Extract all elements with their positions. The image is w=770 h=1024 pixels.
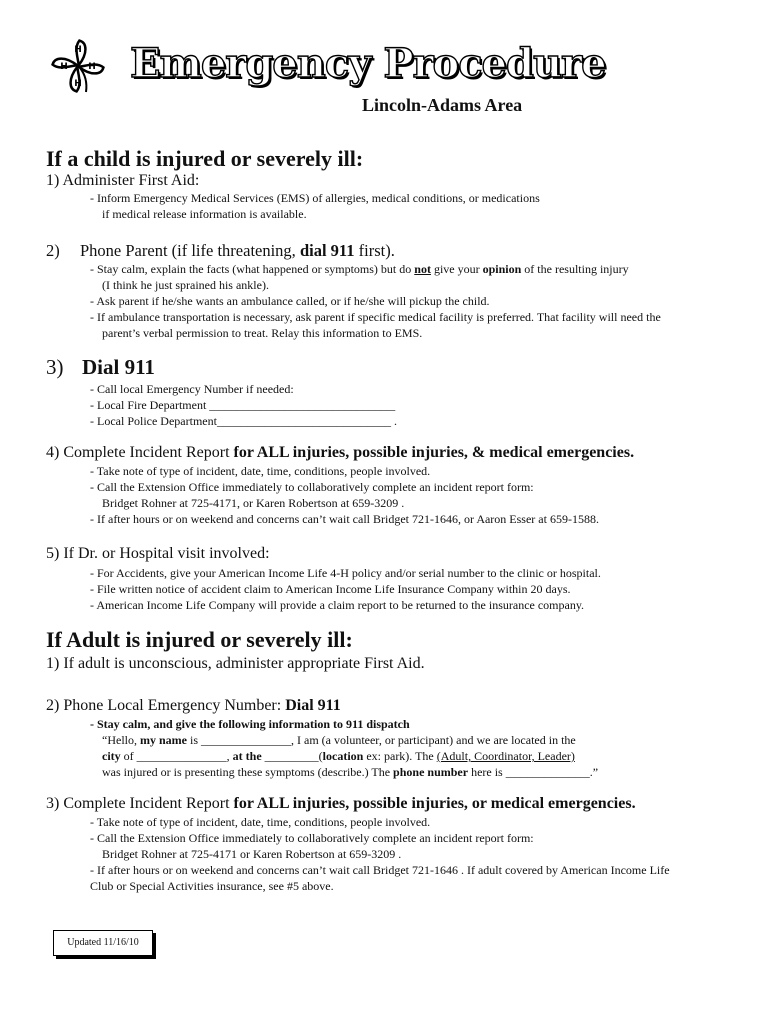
adult-step3-bullet-3: - If after hours or on weekend and concerns can’t wait call Bridget 721-1646 . If adult covered by American Income Life: [90, 863, 670, 877]
child-step2-bullet-2: - Ask parent if he/she wants an ambulance called, or if he/she will pickup the child.: [90, 294, 490, 308]
dispatch-script-line-2: city of _______________, at the _________(location ex: park). The (Adult, Coordinator, Leader): [102, 749, 575, 763]
fire-department-line: - Local Fire Department _______________________________: [90, 398, 396, 412]
svg-text:H: H: [88, 62, 96, 72]
adult-step2-instruction: - Stay calm, and give the following information to 911 dispatch: [90, 717, 410, 731]
adult-step2-label: 2) Phone Local Emergency Number: Dial 911: [46, 697, 341, 714]
child-step3-number: 3): [46, 355, 64, 379]
child-step4-label: 4) Complete Incident Report for ALL injuries, possible injuries, & medical emergencies.: [46, 444, 635, 461]
child-step1-bullet-cont: if medical release information is available.: [102, 207, 307, 221]
svg-text:H: H: [74, 79, 82, 89]
child-step2-bullet-1: - Stay calm, explain the facts (what happened or symptoms) but do not give your opinion of the resulting injury: [90, 262, 629, 276]
child-step5-bullet-2: - File written notice of accident claim to American Income Life Insurance Company within 20 days.: [90, 582, 571, 596]
police-department-line: - Local Police Department_____________________________ .: [90, 414, 397, 428]
child-step2-label: Phone Parent (if life threatening, dial 911 first).: [80, 241, 395, 260]
four-h-clover-icon: [50, 38, 106, 94]
child-step2-bullet-3-cont: parent’s verbal permission to treat. Relay this information to EMS.: [102, 326, 423, 340]
child-step2-bullet-1-cont: (I think he just sprained his ankle).: [102, 278, 269, 292]
dispatch-script-line-1: “Hello, my name is _______________, I am (a volunteer, or participant) and we are located in the: [102, 733, 576, 747]
child-step5-label: 5) If Dr. or Hospital visit involved:: [46, 545, 270, 562]
updated-date-box: Updated 11/16/10: [53, 930, 153, 956]
child-step3-bullet-1: - Call local Emergency Number if needed:: [90, 382, 294, 396]
child-step4-contacts: Bridget Rohner at 725-4171, or Karen Robertson at 659-3209 .: [102, 496, 405, 510]
child-step5-bullet-1: - For Accidents, give your American Income Life 4-H policy and/or serial number to the clinic or hospital.: [90, 566, 601, 580]
adult-step3-bullet-2: - Call the Extension Office immediately to collaboratively complete an incident report form:: [90, 831, 534, 845]
child-step3-label: Dial 911: [82, 355, 155, 379]
adult-section-heading: If Adult is injured or severely ill:: [46, 627, 353, 652]
dispatch-script-line-3: was injured or is presenting these symptoms (describe.) The phone number here is ______________.”: [102, 765, 599, 779]
child-section-heading: If a child is injured or severely ill:: [46, 146, 364, 171]
child-step2-number: 2): [46, 241, 60, 260]
child-step1-label: 1) Administer First Aid:: [46, 172, 200, 189]
svg-text:H: H: [74, 45, 82, 55]
child-step2-bullet-3: - If ambulance transportation is necessary, ask parent if specific medical facility is preferred. That facility will need the: [90, 310, 661, 324]
child-step4-bullet-1: - Take note of type of incident, date, time, conditions, people involved.: [90, 464, 431, 478]
adult-step3-contacts: Bridget Rohner at 725-4171 or Karen Robertson at 659-3209 .: [102, 847, 402, 861]
child-step4-bullet-2: - Call the Extension Office immediately to collaboratively complete an incident report form:: [90, 480, 534, 494]
child-step5-bullet-3: - American Income Life Company will provide a claim report to be returned to the insurance company.: [90, 598, 585, 612]
adult-step3-label: 3) Complete Incident Report for ALL injuries, possible injuries, or medical emergencies.: [46, 795, 636, 812]
adult-step1: 1) If adult is unconscious, administer appropriate First Aid.: [46, 655, 425, 672]
child-step4-bullet-3: - If after hours or on weekend and concerns can’t wait call Bridget 721-1646, or Aaron Esser at 659-1588.: [90, 512, 599, 526]
document-title: Emergency Procedure: [130, 40, 606, 87]
child-step1-bullet: - Inform Emergency Medical Services (EMS) of allergies, medical conditions, or medications: [90, 191, 540, 205]
adult-step3-bullet-1: - Take note of type of incident, date, time, conditions, people involved.: [90, 815, 431, 829]
svg-text:H: H: [60, 62, 68, 72]
area-name: Lincoln-Adams Area: [362, 95, 523, 115]
adult-step3-bullet-3-cont: Club or Special Activities insurance, see #5 above.: [90, 879, 334, 893]
